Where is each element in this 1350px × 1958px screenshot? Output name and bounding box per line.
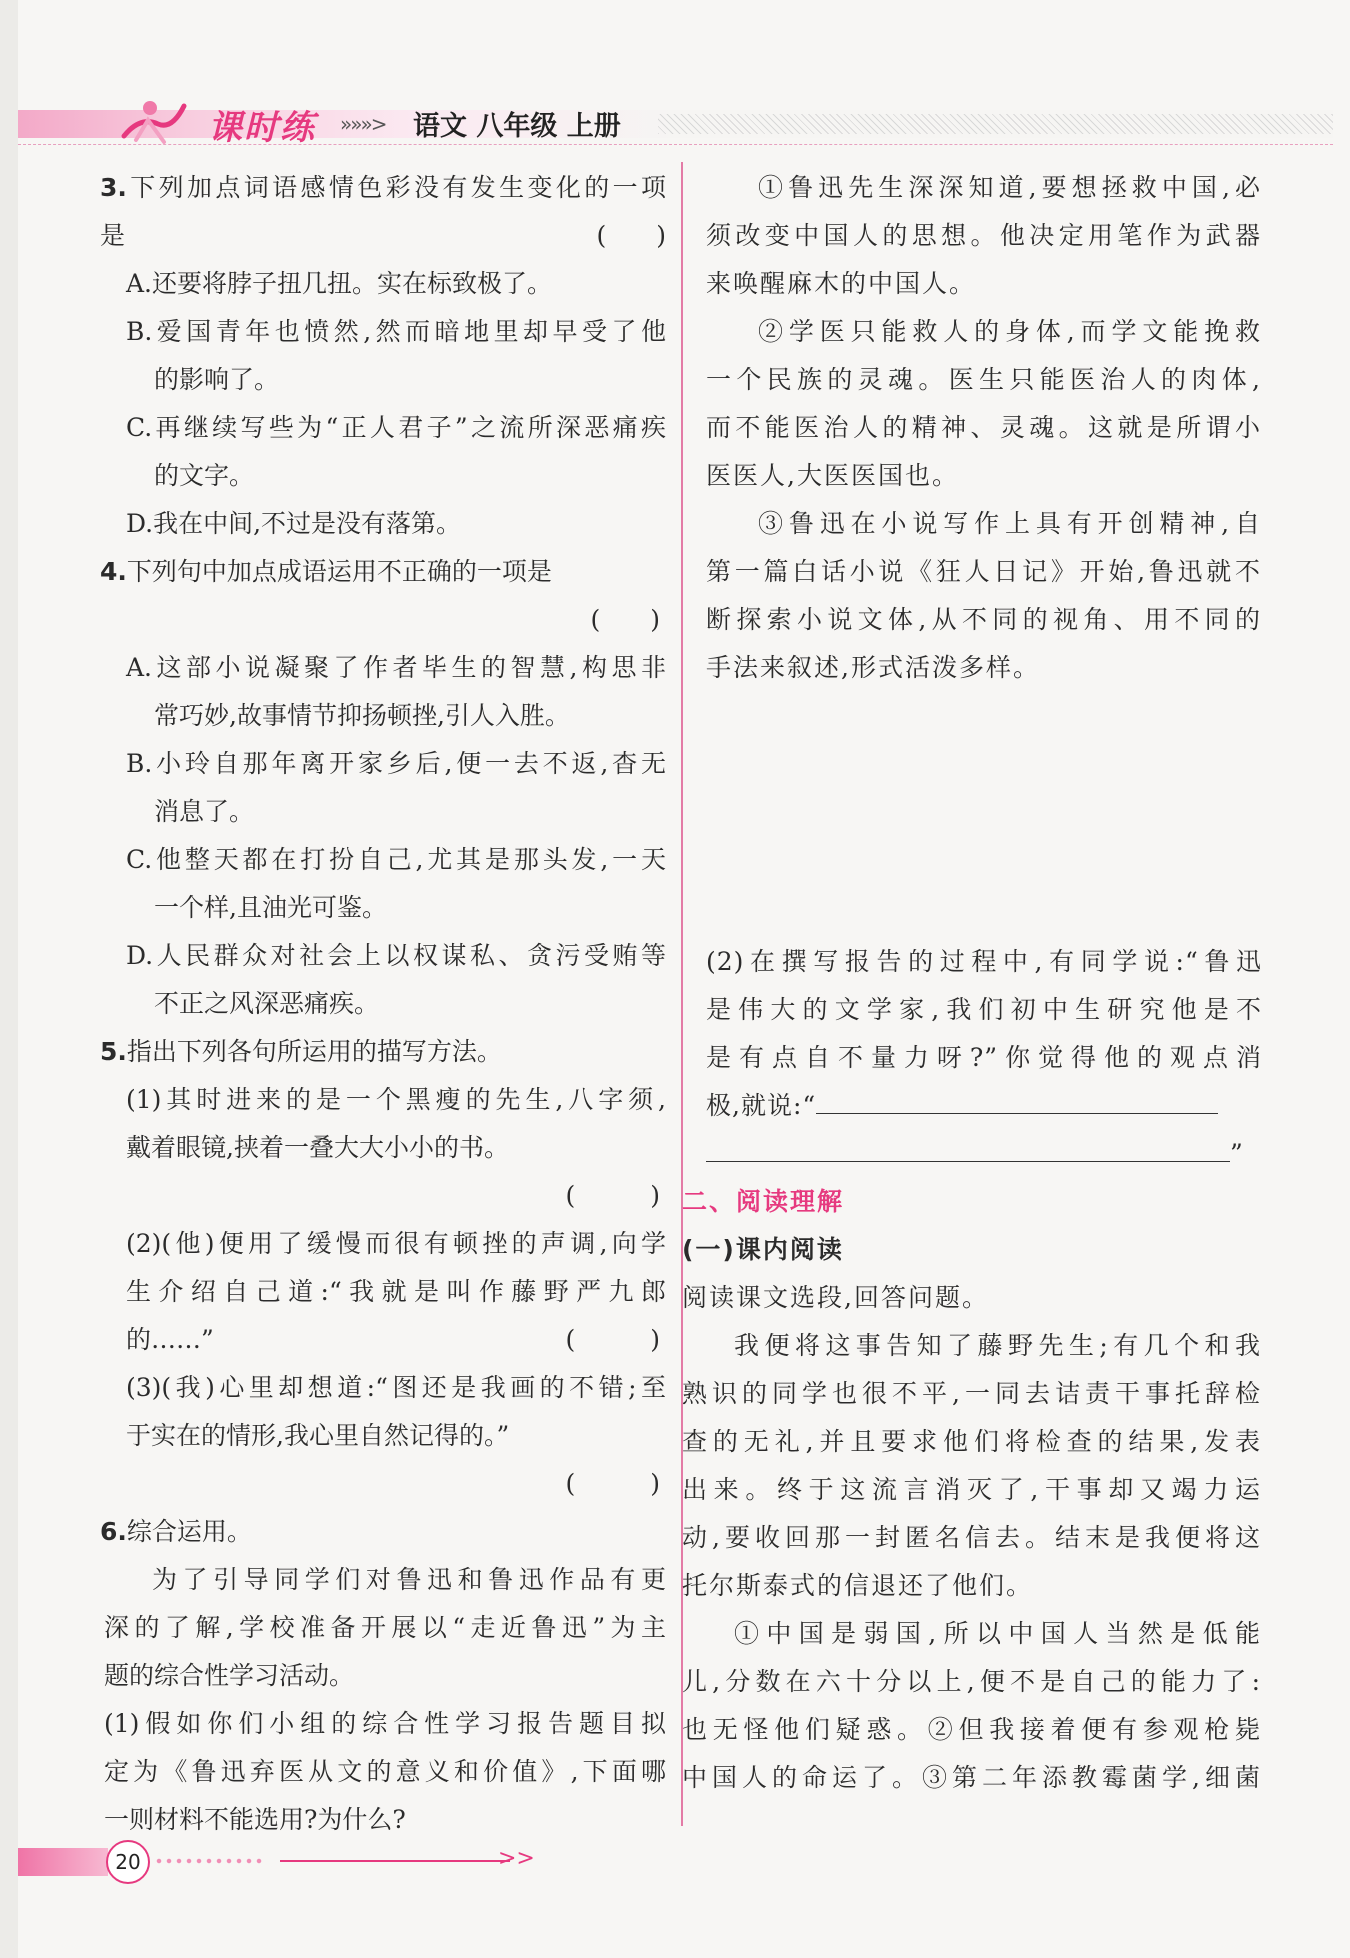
question-6 [100,1508,666,1844]
question-stem: 综合运用。 [126,1517,252,1546]
answer-blank[interactable]: ( ) [590,605,660,634]
page-footer [18,1838,538,1888]
answer-blank[interactable]: ( ) [596,221,666,250]
answer-blank[interactable]: ( ) [565,1181,660,1210]
page-number: 20 [106,1840,150,1884]
material-line: ①鲁迅先生深深知道,要想拯救中国,必 [758,173,1262,202]
option-d-cont: 不正之风深恶痛疾。 [154,989,380,1018]
passage-line: 我便将这事告知了藤野先生;有几个和我 [734,1331,1262,1360]
question-stem: 下列加点词语感情色彩没有发生变化的一项 [126,173,666,202]
intro-line: 题的综合性学习活动。 [104,1661,355,1690]
answer-blank[interactable]: ( ) [565,1325,660,1354]
option-b-cont: 消息了。 [154,797,255,826]
passage-line: 也无怪他们疑惑。②但我接着便有参观枪毙 [682,1715,1262,1744]
passage-line: 动,要收回那一封匿名信去。结末是我便将这 [682,1523,1262,1552]
subsection-title: (一)课内阅读 [682,1235,844,1264]
material-line: 来唤醒麻木的中国人。 [706,269,977,298]
intro-line: 为了引导同学们对鲁迅和鲁迅作品有更 [152,1565,666,1594]
passage-line: 出来。终于这流言消灭了,干事却又竭力运 [682,1475,1262,1504]
material-line: 医医人,大医医国也。 [706,461,959,490]
answer-space[interactable] [706,692,1262,938]
item-3: (3)(我)心里却想道:“图还是我画的不错;至 [126,1373,666,1402]
intro-line: 深的了解,学校准备开展以“走近鲁迅”为主 [104,1613,666,1642]
subject-label: 语文 八年级 上册 [413,111,621,142]
option-c: C.他整天都在打扮自己,尤其是那头发,一天 [126,845,666,874]
left-column [100,164,666,1844]
question-stem: 下列句中加点成语运用不正确的一项是 [126,557,552,586]
answer-line[interactable] [816,1083,1218,1114]
option-a: A.这部小说凝聚了作者毕生的智慧,构思非 [126,653,666,682]
material-line: 手法来叙述,形式活泼多样。 [706,653,1040,682]
option-c-cont: 的文字。 [154,461,255,490]
chevron-icon: »»»> [340,112,386,136]
question-4 [100,548,666,1028]
footer-dots [154,1858,264,1864]
item-2-end: 的……” [126,1325,214,1354]
right-column [682,164,1262,1802]
footer-line [280,1860,510,1862]
option-a: A.还要将脖子扭几扭。实在标致极了。 [126,269,553,298]
option-c-cont: 一个样,且油光可鉴。 [154,893,387,922]
option-d: D.人民群众对社会上以权谋私、贪污受贿等 [126,941,666,970]
option-b-cont: 的影响了。 [154,365,280,394]
arrow-right-icon: >> [498,1846,535,1871]
material-line: ③鲁迅在小说写作上具有开创精神,自 [758,509,1262,538]
page-header [18,92,1333,152]
section-title: 二、阅读理解 [682,1187,845,1216]
item-3-cont: 于实在的情形,我心里自然记得的。” [126,1421,510,1450]
sub-question-1-end: 一则材料不能选用?为什么? [104,1805,406,1834]
closing-quote: ” [1230,1139,1244,1168]
material-3 [706,500,1262,692]
question-number: 5. [100,1037,127,1066]
page-edge [0,0,18,1958]
passage-line: 熟识的同学也很不平,一同去诘责干事托辞检 [682,1379,1262,1408]
material-line: 一个民族的灵魂。医生只能医治人的肉体, [706,365,1262,394]
sub-question-1: (1)假如你们小组的综合性学习报告题目拟 [104,1709,666,1738]
passage-line: ①中国是弱国,所以中国人当然是低能 [734,1619,1262,1648]
material-line: 断探索小说文体,从不同的视角、用不同的 [706,605,1262,634]
answer-line[interactable] [706,1131,1230,1162]
passage-line: 查的无礼,并且要求他们将检查的结果,发表 [682,1427,1262,1456]
item-1-cont: 戴着眼镜,挟着一叠大大小小的书。 [126,1133,509,1162]
sub-question-2-line: 是有点自不量力呀?”你觉得他的观点消 [706,1043,1262,1072]
reading-passage [682,1322,1262,1802]
sub-question-2-line: 极,就说:“ [706,1091,817,1120]
material-line: 而不能医治人的精神、灵魂。这就是所谓小 [706,413,1262,442]
material-line: ②学医只能救人的身体,而学文能挽救 [758,317,1262,346]
sub-question-2 [706,938,1262,1178]
item-2-cont: 生介绍自己道:“我就是叫作藤野严九郎 [126,1277,666,1306]
material-line: 第一篇白话小说《狂人日记》开始,鲁迅就不 [706,557,1262,586]
item-2: (2)(他)便用了缓慢而很有顿挫的声调,向学 [126,1229,666,1258]
option-c: C.再继续写些为“正人君子”之流所深恶痛疾 [126,413,666,442]
reading-instruction: 阅读课文选段,回答问题。 [682,1283,989,1312]
question-stem: 指出下列各句所运用的描写方法。 [126,1037,502,1066]
question-3 [100,164,666,548]
sub-question-2-line: (2)在撰写报告的过程中,有同学说:“鲁迅 [706,947,1262,976]
question-number: 6. [100,1517,127,1546]
header-hatch [658,114,1333,134]
option-d: D.我在中间,不过是没有落第。 [126,509,462,538]
material-2 [706,308,1262,500]
runner-logo-icon [118,96,188,146]
material-1 [706,164,1262,308]
question-number: 3. [100,173,127,202]
question-number: 4. [100,557,127,586]
passage-line: 儿,分数在六十分以上,便不是自己的能力了: [682,1667,1262,1696]
option-b: B.爱国青年也愤然,然而暗地里却早受了他 [126,317,666,346]
question-5 [100,1028,666,1508]
passage-line: 托尔斯泰式的信退还了他们。 [682,1571,1034,1600]
material-line: 须改变中国人的思想。他决定用笔作为武器 [706,221,1262,250]
footer-bar [18,1848,108,1876]
passage-line: 中国人的命运了。③第二年添教霉菌学,细菌 [682,1763,1262,1792]
option-b: B.小玲自那年离开家乡后,便一去不返,杳无 [126,749,666,778]
brand-title: 课时练 [208,108,316,148]
option-a-cont: 常巧妙,故事情节抑扬顿挫,引人入胜。 [154,701,570,730]
sub-question-2-line: 是伟大的文学家,我们初中生研究他是不 [706,995,1262,1024]
item-1: (1)其时进来的是一个黑瘦的先生,八字须, [126,1085,666,1114]
sub-question-1-cont: 定为《鲁迅弃医从文的意义和价值》,下面哪 [104,1757,666,1786]
question-stem-cont: 是 [100,221,126,250]
answer-blank[interactable]: ( ) [565,1469,660,1498]
